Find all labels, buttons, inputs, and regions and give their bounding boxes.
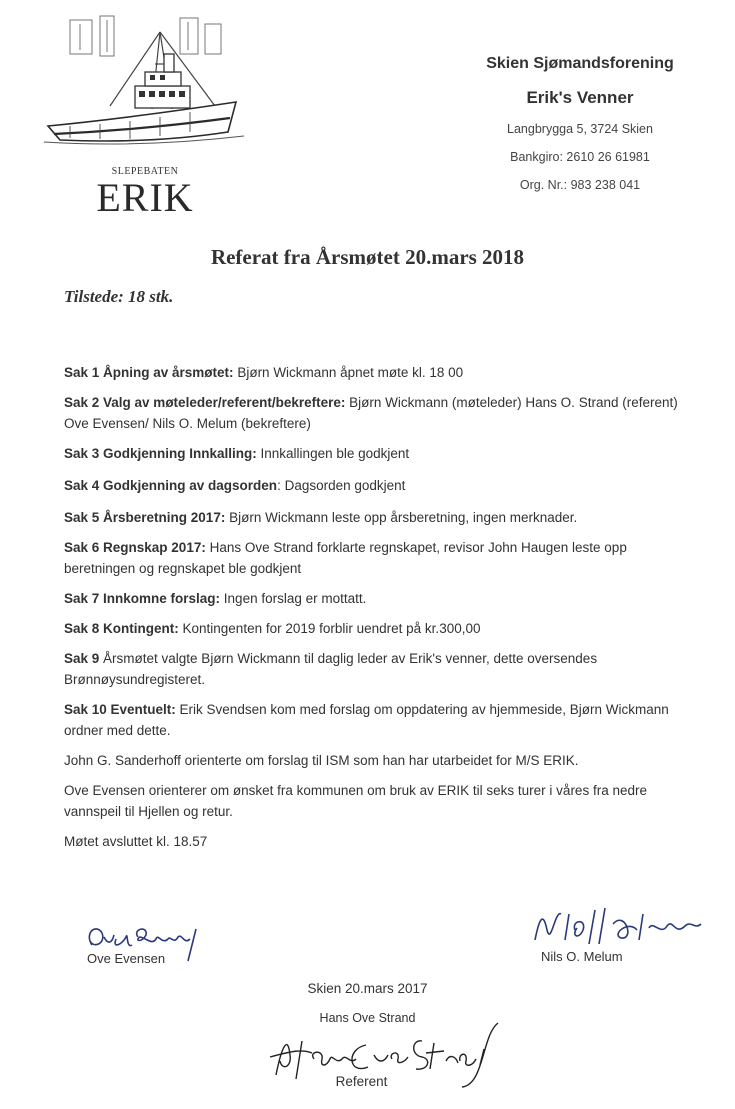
agenda-item-10 [64,699,694,741]
organization-bank: Bankgiro: 2610 26 61981 [510,150,650,164]
organization-name: Skien Sjømandsforening [486,55,674,72]
minutes-body [64,362,694,861]
organization-subname: Erik's Venner [526,88,634,107]
agenda-item-4 [64,475,694,496]
signer-right-name: Nils O. Melum [541,949,623,964]
document-title: Referat fra Årsmøtet 20.mars 2018 [210,245,525,269]
agenda-item-text: Erik Svendsen kom med forslag om oppdatering av hjemmeside, Bjørn Wickmann ordner med dette. [64,702,669,738]
signer-left-name: Ove Evensen [87,951,166,966]
agenda-item-heading: Sak 4 Godkjenning av dagsorden [64,478,278,493]
agenda-item-text: : Dagsorden godkjent [277,478,406,493]
attendance: Tilstede: 18 stk. [64,287,174,306]
organization-header [470,50,690,192]
referent-role: Referent [335,1074,388,1089]
tugboat-illustration [40,14,250,174]
agenda-item-heading: Sak 1 Åpning av årsmøtet: [64,365,234,380]
agenda-item-heading: Sak 10 Eventuelt: [64,702,176,717]
agenda-item-6 [64,537,694,579]
note-closing: Møtet avsluttet kl. 18.57 [64,834,208,849]
agenda-item-text: Bjørn Wickmann (møteleder) Hans O. Strand (referent) Ove Evensen/ Nils O. Melum (bekreftere) [64,395,678,431]
note-ism: John G. Sanderhoff orienterte om forslag til ISM som han har utarbeidet for M/S ERIK. [64,753,579,768]
agenda-item-text: Kontingenten for 2019 forblir uendret på kr.300,00 [178,621,481,636]
agenda-item-1 [64,362,694,383]
agenda-item-text: Ingen forslag er mottatt. [220,591,367,606]
agenda-item-text: Hans Ove Strand forklarte regnskapet, revisor John Haugen leste opp beretningen og regnskapet ble godkjent [64,540,627,576]
agenda-item-heading: Sak 5 Årsberetning 2017: [64,510,226,525]
agenda-item-heading: Sak 2 Valg av møteleder/referent/bekreftere: [64,395,346,410]
agenda-item-heading: Sak 3 Godkjenning Innkalling: [64,446,257,461]
agenda-item-text: Bjørn Wickmann åpnet møte kl. 18 00 [233,365,464,380]
agenda-item-heading: Sak 6 Regnskap 2017: [64,540,206,555]
agenda-item-7 [64,588,694,609]
agenda-item-2 [64,392,694,434]
agenda-item-8 [64,618,694,639]
logo [40,14,250,220]
agenda-item-heading: Sak 9 [64,651,100,666]
agenda-item-9 [64,648,694,690]
agenda-item-3 [64,443,694,464]
agenda-item-text: Årsmøtet valgte Bjørn Wickmann til daglig leder av Erik's venner, dette oversendes Brønnøysundregisteret. [64,651,598,687]
agenda-item-heading: Sak 8 Kontingent: [64,621,179,636]
agenda-item-text: Innkallingen ble godkjent [256,446,410,461]
place-date: Skien 20.mars 2017 [307,981,428,996]
agenda-item-5 [64,507,694,528]
referent-name: Hans Ove Strand [319,1011,416,1025]
logo-name: ERIK [96,175,194,220]
logo-subtitle: SLEPEBATEN [111,166,179,177]
agenda-item-text: Bjørn Wickmann leste opp årsberetning, ingen merknader. [225,510,578,525]
organization-address: Langbrygga 5, 3724 Skien [507,122,653,136]
note-kommunen: Ove Evensen orienterer om ønsket fra kommunen om bruk av ERIK til seks turer i våres fra nedre vannspeil til Hjellen og retur. [64,783,647,819]
agenda-item-heading: Sak 7 Innkomne forslag: [64,591,221,606]
organization-number: Org. Nr.: 983 238 041 [519,178,641,192]
